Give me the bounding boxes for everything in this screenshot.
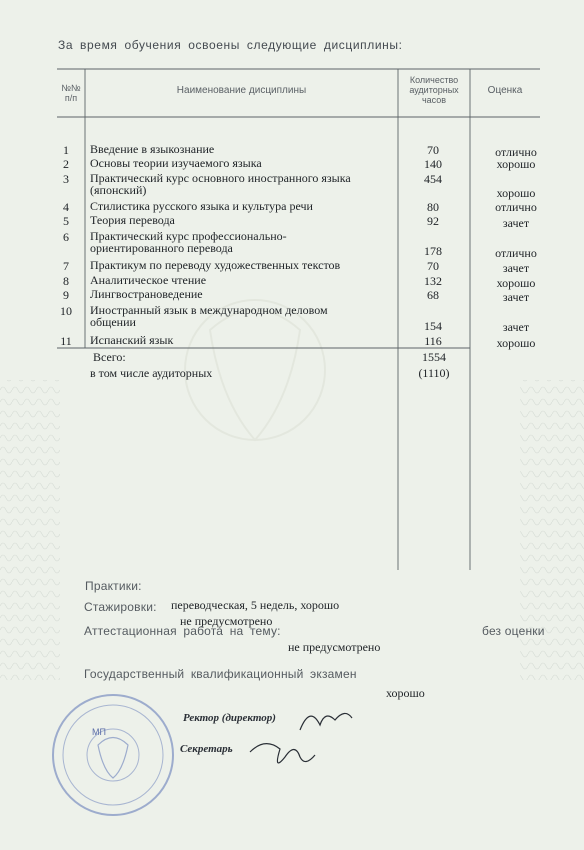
discipline-grade: отлично [495,145,537,159]
state-exam-grade: хорошо [386,686,425,700]
discipline-hours: 70 [427,143,439,157]
rector-label: Ректор (директор) [183,712,276,724]
row-number: 4 [63,200,69,214]
internships-label: Стажировки: [84,600,157,614]
internships-value: переводческая, 5 недель, хорошо [171,598,340,612]
discipline-hours: 178 [424,244,442,258]
discipline-grade: отлично [495,200,537,214]
row-number: 2 [63,157,69,171]
section-heading: За время обучения освоены следующие дисциплины: [58,38,403,52]
row-number: 5 [63,214,69,228]
discipline-grade: зачет [502,320,530,334]
discipline-name: Стилистика русского языка и культура речи [90,199,313,213]
stamp-label: МП [92,727,106,737]
auditory-label: в том числе аудиторных [90,366,213,380]
attestation-label: Аттестационная работа на тему: [84,624,281,638]
discipline-hours: 70 [427,259,439,273]
row-number: 3 [63,172,69,186]
discipline-grade: зачет [502,216,530,230]
row-number: 9 [63,288,69,302]
discipline-name: Иностранный язык в международном деловом общении [90,303,328,329]
secretary-signature [245,727,325,777]
col-header-hours: Количество аудиторных часов [409,75,459,105]
row-number: 1 [63,143,69,157]
discipline-grade: хорошо [496,276,536,290]
secretary-label: Секретарь [180,743,233,755]
discipline-hours: 140 [424,157,442,171]
col-header-name: Наименование дисциплины [176,85,307,96]
col-header-grade: Оценка [487,85,523,96]
discipline-hours: 154 [424,319,442,333]
discipline-name: Практический курс основного иностранного языка (японский) [90,171,351,197]
official-seal [48,690,178,820]
row-number: 10 [60,304,72,318]
discipline-grade: хорошо [496,186,536,200]
discipline-name: Лингвострановедение [90,287,203,301]
attestation-grade: без оценки [482,624,545,638]
discipline-name: Практикум по переводу художественных текстов [90,258,341,272]
state-exam-label: Государственный квалификационный экзамен [84,667,357,681]
discipline-name: Испанский язык [90,333,174,347]
discipline-hours: 92 [427,214,439,228]
row-number: 6 [63,230,69,244]
discipline-name: Введение в языкознание [90,142,215,156]
discipline-hours: 132 [424,274,442,288]
discipline-name: Практический курс профессионально-ориентированного перевода [90,229,287,255]
discipline-hours: 80 [427,200,439,214]
discipline-grade: хорошо [496,336,536,350]
discipline-grade: зачет [502,290,530,304]
practices-label: Практики: [85,579,142,593]
discipline-hours: 454 [424,172,442,186]
total-hours: 1554 [422,350,446,364]
discipline-grade: отлично [495,246,537,260]
auditory-hours: (1110) [418,366,450,380]
row-number: 7 [63,259,69,273]
col-header-num: №№ п/п [61,83,81,103]
discipline-name: Основы теории изучаемого языка [90,156,262,170]
discipline-hours: 68 [427,288,439,302]
discipline-grade: зачет [502,261,530,275]
row-number: 11 [60,334,72,348]
attestation-value: не предусмотрено [288,640,381,654]
discipline-name: Аналитическое чтение [90,273,207,287]
total-label: Всего: [93,350,126,364]
discipline-hours: 116 [424,334,442,348]
internships-value-2: не предусмотрено [180,614,273,628]
row-number: 8 [63,274,69,288]
discipline-name: Теория перевода [90,213,175,227]
discipline-grade: хорошо [496,157,536,171]
